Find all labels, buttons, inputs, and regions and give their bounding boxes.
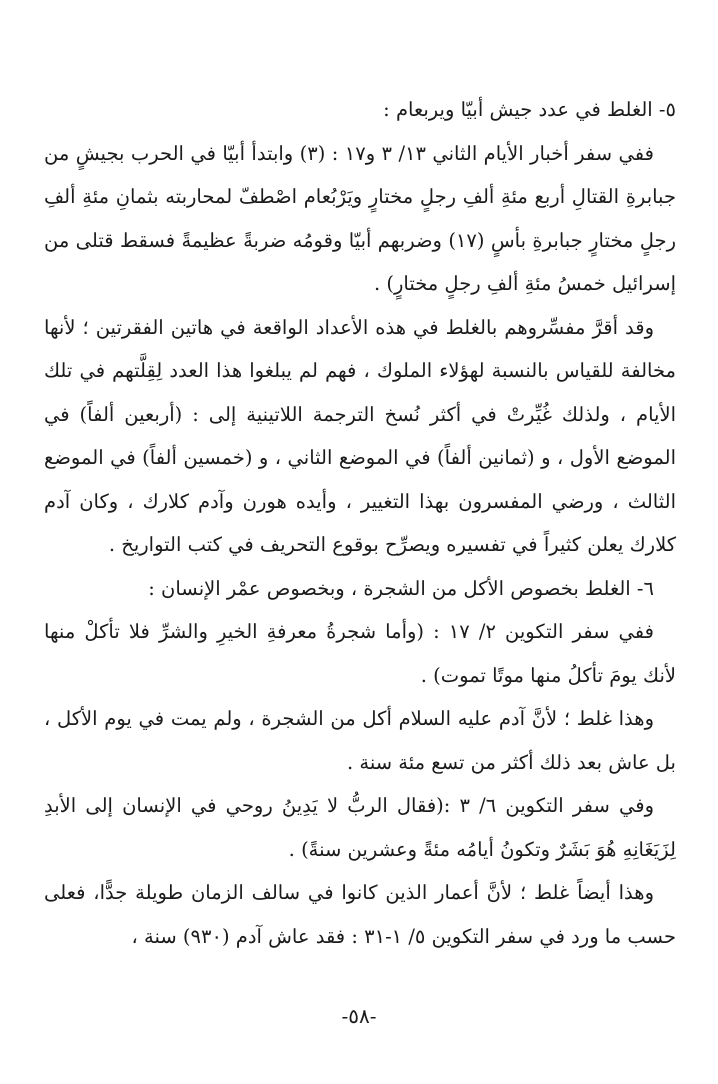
section-heading-6: ٦- الغلط بخصوص الأكل من الشجرة ، وبخصوص عمْر الإنسان : — [148, 576, 654, 600]
paragraph-genesis-6-3: وفي سفر التكوين ٦/ ٣ :(فقال الربُّ لا يَدِينُ روحي في الإنسان إلى الأبدِ لِزَيَغَانِهِ هُوَ بَشَرٌ وتكونُ أيامُه مئةً وعشرين سنةً) . — [44, 794, 676, 861]
paragraph-adam-refutation: وهذا غلط ؛ لأنَّ آدم عليه السلام أكل من الشجرة ، ولم يمت في يوم الأكل ، بل عاش بعد ذلك أكثر من تسع مئة سنة . — [44, 707, 676, 774]
paragraph-lifespans: وهذا أيضاً غلط ؛ لأنَّ أعمار الذين كانوا في سالف الزمان طويلة جدًّا، فعلى حسب ما ورد في سفر التكوين ٥/ ١-٣١ : فقد عاش آدم (٩٣٠) سنة ، — [44, 881, 676, 948]
paragraph-commentators: وقد أقرَّ مفسِّروهم بالغلط في هذه الأعداد الواقعة في هاتين الفقرتين ؛ لأنها مخالفة للقياس بالنسبة لهؤلاء الملوك ، فهم لم يبلغوا هذا العدد لِقِلَّتهم في تلك الأيام ، ولذلك غُيِّرتْ في أكثر نُسخ الترجمة اللاتينية إلى : (أربعين ألفاً) في الموضع الأول ، و (ثمانين ألفاً) في الموضع الثاني ، و (خمسين ألفاً) في الموضع الثالث ، ورضي المفسرون بهذا التغيير ، وأيده هورن وآدم كلارك ، وكان آدم كلارك يعلن كثيراً في تفسيره ويصرِّح بوقوع التحريف في كتب التواريخ . — [44, 315, 676, 556]
page-text — [44, 88, 676, 958]
paragraph-chronicles-quote: ففي سفر أخبار الأيام الثاني ١٣/ ٣ و١٧ : (٣) وابتدأ أبيّا في الحرب بجيشٍ من جبابرةِ القتالِ أربع مئةِ ألفِ رجلٍ مختارٍ ويَرْبُعام اصْطفّ لمحاربته بثمانِ مئةِ ألفِ رجلٍ مختارٍ جبابرةِ بأسٍ (١٧) وضربهم أبيّا وقومُه ضربةً عظيمةً فسقط قتلى من إسرائيل خمسُ مئةِ ألفِ رجلٍ مختارٍ) . — [44, 141, 676, 295]
section-heading-5: ٥- الغلط في عدد جيش أبيّا ويربعام : — [383, 98, 676, 121]
page-number: -٥٨- — [341, 1004, 377, 1028]
paragraph-genesis-2-17: ففي سفر التكوين ٢/ ١٧ : (وأما شجرةُ معرفةِ الخيرِ والشرِّ فلا تأكلْ منها لأنك يومَ تأكلُ منها موتًا تموت) . — [44, 620, 676, 687]
